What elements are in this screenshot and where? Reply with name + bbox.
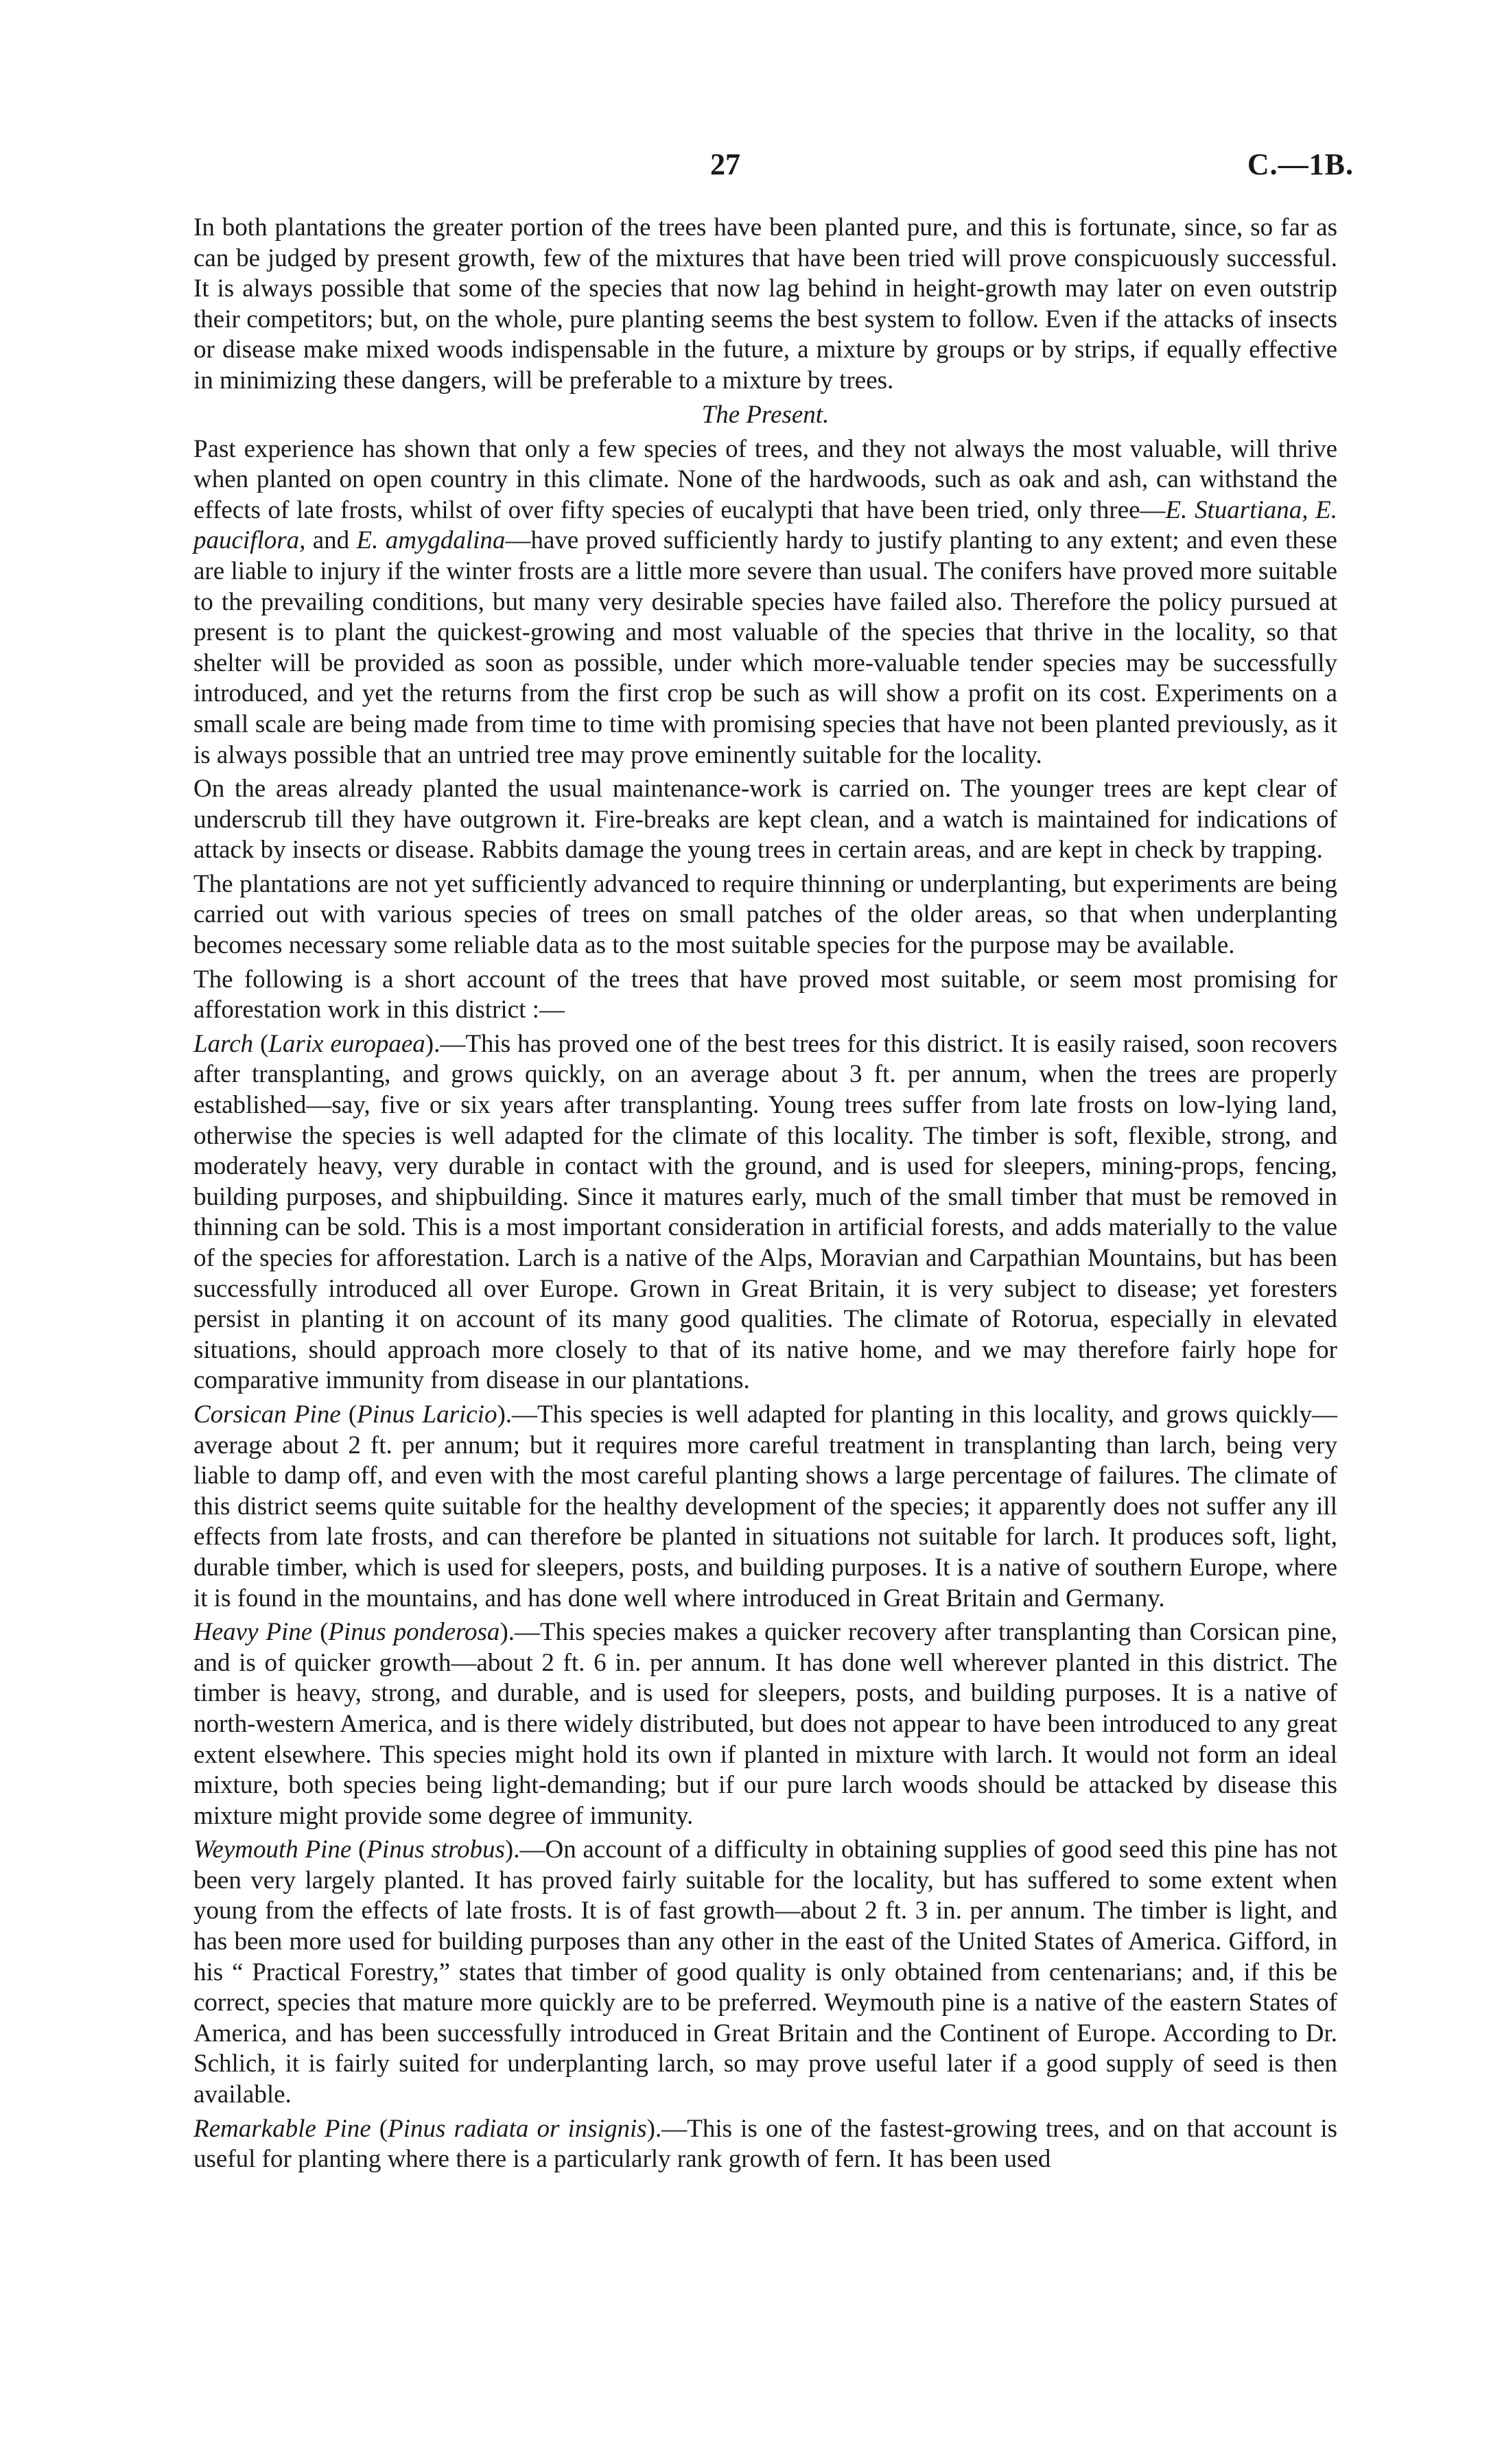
species-scientific-name: Pinus Laricio (357, 1400, 497, 1429)
paren: ) (425, 1029, 434, 1058)
paren: ( (312, 1618, 329, 1647)
paragraph-present-experience (193, 434, 1337, 771)
page-number: 27 (710, 148, 740, 181)
species-name: Heavy Pine (193, 1618, 313, 1647)
body-text (193, 213, 1337, 2179)
text-run: Past experience has shown that only a few species of trees, and they not always the most valuable, will thrive when planted on open country in this climate. None of the hardwoods, such as oak and ash, can withstand the effects of late frosts, whilst of over fifty species of eucalypti that have been tried, only three— (193, 434, 1337, 524)
paren: ( (340, 1400, 357, 1429)
paren: ( (351, 1835, 367, 1864)
section-heading-present: The Present. (701, 400, 830, 429)
species-description: .—This species makes a quicker recovery after transplanting than Corsican pine, and is of quicker growth—about 2 ft. 6 in. per annum. It has done well wherever planted in this district. The timber is heavy, strong, and durable, and is used for sleepers, posts, and building purposes. It is a native of north-western America, and is there widely distributed, but does not appear to have been introduced to any great extent elsewhere. This species might hold its own if planted in mixture with larch. It would not form an ideal mixture, both species being light-demanding; but if our pure larch woods should be attacked by disease this mixture might provide some degree of immunity. (193, 1618, 1337, 1830)
text-run: and (305, 526, 357, 555)
paragraph-thinning: The plantations are not yet sufficiently advanced to require thinning or underplanting, but experiments are being carried out with various species of trees on small patches of the older areas, so that when underplanting becomes necessary some reliable data as to the most suitable species for the purpose may be available. (193, 869, 1337, 960)
paragraph-weymouth-pine (193, 1835, 1337, 2110)
paragraph-intro: In both plantations the greater portion of the trees have been planted pure, and this is fortunate, since, so far as can be judged by present growth, few of the mixtures that have been tried will prove conspicuously successful. It is always possible that some of the species that now lag behind in height-growth may later on even outstrip their competitors; but, on the whole, pure planting seems the best system to follow. Even if the attacks of insects or disease make mixed woods indispensable in the future, a mixture by groups or by strips, if equally effective in minimizing these dangers, will be preferable to a mixture by trees. (193, 213, 1337, 395)
paragraph-remarkable-pine (193, 2114, 1337, 2175)
species-eucalyptus-1: E. Stuartiana, E. pauciflora, (193, 495, 1337, 555)
document-code: C.—1B. (1247, 148, 1354, 181)
paren: ( (371, 2114, 388, 2143)
species-scientific-name: Pinus ponderosa (328, 1618, 500, 1647)
species-name: Weymouth Pine (193, 1835, 352, 1864)
species-name: Larch (193, 1029, 254, 1058)
paragraph-maintenance: On the areas already planted the usual maintenance-work is carried on. The younger trees are kept clear of underscrub till they have outgrown it. Fire-breaks are kept clean, and a watch is maintained for indications of attack by insects or disease. Rabbits damage the young trees in certain areas, and are kept in check by trapping. (193, 775, 1337, 865)
paragraph-larch (193, 1029, 1337, 1396)
species-scientific-name: Larix europaea (268, 1029, 425, 1058)
paren: ) (500, 1618, 508, 1647)
paren: ) (504, 1835, 514, 1864)
species-description: .—This species is well adapted for planting in this locality, and grows quickly—average about 2 ft. per annum; but it requires more careful treatment in transplanting than larch, being very liable to damp off, and even with the most careful planting shows a large percentage of failures. The climate of this district seems quite suitable for the healthy development of the species; it apparently does not suffer any ill effects from late frosts, and can therefore be planted in situations not suitable for larch. It produces soft, light, durable timber, which is used for sleepers, posts, and building purposes. It is a native of southern Europe, where it is found in the mountains, and has done well where introduced in Great Britain and Germany. (193, 1400, 1337, 1612)
species-scientific-name: Pinus radiata or insignis (388, 2114, 647, 2143)
page-header (0, 147, 1491, 188)
species-description: .—This is one of the fastest-growing trees, and on that account is useful for planting where there is a particularly rank growth of fern. It has been used (193, 2114, 1338, 2174)
paragraph-heavy-pine (193, 1617, 1337, 1831)
paren: ( (253, 1029, 269, 1058)
paragraph-following: The following is a short account of the trees that have proved most suitable, or seem most promising for afforestation work in this district :— (193, 965, 1337, 1024)
species-description: .—On account of a difficulty in obtaining supplies of good seed this pine has not been very largely planted. It has proved fairly suitable for the locality, but has suffered to some extent when young from the effects of late frosts. It is of fast growth—about 2 ft. 3 in. per annum. The timber is light, and has been more used for building purposes than any other in the east of the United States of America. Gifford, in his “ Practical Forestry,” states that timber of good quality is only obtained from centenarians; and, if this be correct, species that mature more quickly are to be preferred. Weymouth pine is a native of the eastern States of America, and has been successfully introduced in Great Britain and the Continent of Europe. According to Dr. Schlich, it is fairly suited for underplanting larch, so may prove useful later if a good supply of seed is then available. (193, 1835, 1337, 2109)
species-eucalyptus-2: E. amygdalina (356, 526, 506, 555)
species-description: .—This has proved one of the best trees for this district. It is easily raised, soon recovers after transplanting, and grows quickly, on an average about 3 ft. per annum, when the trees are properly established—say, five or six years after transplanting. Young trees suffer from late frosts on low-lying land, otherwise the species is well adapted for the climate of this locality. The timber is soft, flexible, strong, and moderately heavy, very durable in contact with the ground, and is used for sleepers, mining-props, fencing, building purposes, and shipbuilding. Since it matures early, much of the small timber that must be removed in thinning can be sold. This is a most important consideration in artificial forests, and adds materially to the value of the species for afforestation. Larch is a native of the Alps, Moravian and Carpathian Mountains, but has been successfully introduced all over Europe. Grown in Great Britain, it is very subject to disease; yet foresters persist in planting it on account of its many good qualities. The climate of Rotorua, especially in elevated situations, should approach more closely to that of its native home, and we may therefore fairly hope for comparative immunity from disease in our plantations. (193, 1029, 1337, 1395)
species-scientific-name: Pinus strobus (366, 1835, 505, 1864)
paragraph-corsican-pine (193, 1400, 1337, 1614)
paren: ) (497, 1400, 506, 1429)
species-name: Corsican Pine (193, 1400, 341, 1429)
paren: ) (646, 2114, 655, 2143)
text-run: —have proved sufficiently hardy to justify planting to any extent; and even these are liable to injury if the winter frosts are a little more severe than usual. The conifers have proved more suitable to the prevailing conditions, but many very desirable species have failed also. Therefore the policy pursued at present is to plant the quickest-growing and most valuable of the species that thrive in the locality, so that shelter will be provided as soon as possible, under which more-valuable tender species may be successfully introduced, and yet the returns from the first crop be such as will show a profit on its cost. Experiments on a small scale are being made from time to time with promising species that have not been planted previously, as it is always possible that an untried tree may prove eminently suitable for the locality. (193, 526, 1337, 769)
species-name: Remarkable Pine (193, 2114, 371, 2143)
